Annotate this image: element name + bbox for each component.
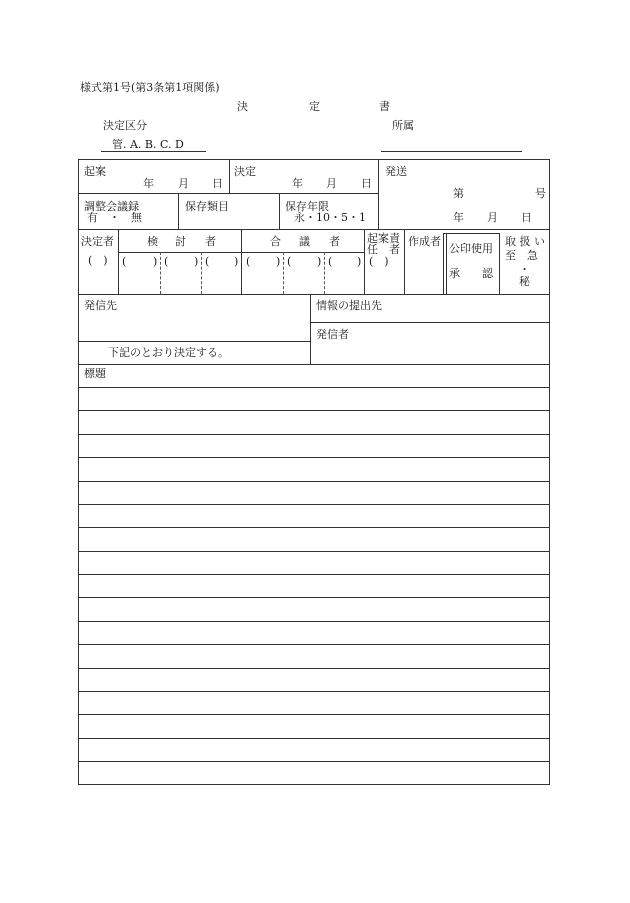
ruled-line: [78, 481, 550, 482]
consult-char-3: 者: [329, 235, 340, 248]
ruled-line: [78, 761, 550, 762]
send-label: 発送: [385, 165, 407, 178]
title-char-1: 決: [237, 100, 248, 113]
ruled-line: [78, 551, 550, 552]
storage-period-value: 永・10・5・1: [294, 211, 366, 224]
decider-paren: ( ): [88, 254, 108, 267]
decision-year: 年: [292, 177, 303, 190]
title-char-2: 定: [309, 100, 320, 113]
ruled-line: [78, 527, 550, 528]
reviewer-open-2: (: [164, 255, 169, 268]
reviewer-close-2: ): [194, 255, 199, 268]
ruled-line: [78, 387, 550, 388]
ruled-line: [78, 597, 550, 598]
decision-category-underline: [101, 151, 206, 152]
ruled-line: [78, 691, 550, 692]
send-year: 年: [453, 211, 464, 224]
reviewer-close-3: ): [234, 255, 239, 268]
ruled-line: [78, 457, 550, 458]
storage-period-label: 保存年限: [285, 200, 329, 213]
decision-category-value: 管. A. B. C. D: [112, 138, 184, 151]
send-go: 号: [535, 187, 546, 200]
storage-category-label: 保存類目: [185, 200, 229, 213]
send-dai: 第: [453, 187, 464, 200]
consult-open-1: (: [246, 255, 251, 268]
draft-day: 日: [212, 177, 223, 190]
recipient-label: 発信先: [84, 299, 117, 312]
draft-month: 月: [178, 177, 189, 190]
reviewer-open-3: (: [205, 255, 210, 268]
title-char-3: 書: [379, 100, 390, 113]
decision-category-label: 決定区分: [103, 119, 147, 132]
handling-line2: 至 急: [505, 249, 538, 262]
ruled-line: [78, 738, 550, 739]
ruled-line: [78, 574, 550, 575]
send-month: 月: [487, 211, 498, 224]
consult-close-3: ): [357, 255, 362, 268]
reviewer-close-1: ): [153, 255, 158, 268]
affiliation-label: 所属: [392, 119, 414, 132]
decider-label: 決定者: [81, 235, 114, 248]
decide-text: 下記のとおり決定する。: [108, 346, 229, 359]
ruled-line: [78, 668, 550, 669]
seal-line2: 承 認: [449, 267, 493, 280]
draft-year: 年: [143, 177, 154, 190]
decision-day: 日: [361, 177, 372, 190]
reviewer-char-2: 討: [175, 235, 186, 248]
info-destination-label: 情報の提出先: [316, 299, 382, 312]
consult-close-2: ): [317, 255, 322, 268]
consult-close-1: ): [276, 255, 281, 268]
seal-line1: 公印使用: [449, 242, 493, 255]
consult-open-2: (: [287, 255, 292, 268]
coordination-label: 調整会議録: [84, 200, 139, 213]
sender-label: 発信者: [316, 328, 349, 341]
decision-label: 決定: [234, 165, 256, 178]
reviewer-char-3: 者: [205, 235, 216, 248]
creator-label: 作成者: [408, 235, 441, 248]
consult-char-1: 合: [270, 235, 281, 248]
responsible-line2: 任 者: [367, 243, 400, 256]
form-number: 様式第1号(第3条第1項関係): [80, 81, 220, 94]
handling-line3: 秘: [519, 275, 530, 288]
send-day: 日: [521, 211, 532, 224]
consult-open-3: (: [328, 255, 333, 268]
reviewer-open-1: (: [122, 255, 127, 268]
ruled-line: [78, 621, 550, 622]
consult-char-2: 議: [299, 235, 310, 248]
ruled-line: [78, 644, 550, 645]
ruled-line: [78, 410, 550, 411]
handling-line1: 取 扱 い: [505, 235, 545, 248]
ruled-line: [78, 714, 550, 715]
coordination-value: 有 ・ 無: [87, 211, 142, 224]
reviewer-char-1: 検: [147, 235, 158, 248]
subject-label: 標題: [84, 367, 106, 380]
draft-label: 起案: [84, 165, 106, 178]
responsible-line1: 起案責: [367, 232, 400, 245]
ruled-line: [78, 434, 550, 435]
handling-dot: ・: [519, 263, 530, 276]
affiliation-underline: [381, 151, 522, 152]
responsible-paren: ( ): [369, 255, 389, 268]
ruled-line: [78, 504, 550, 505]
decision-month: 月: [326, 177, 337, 190]
